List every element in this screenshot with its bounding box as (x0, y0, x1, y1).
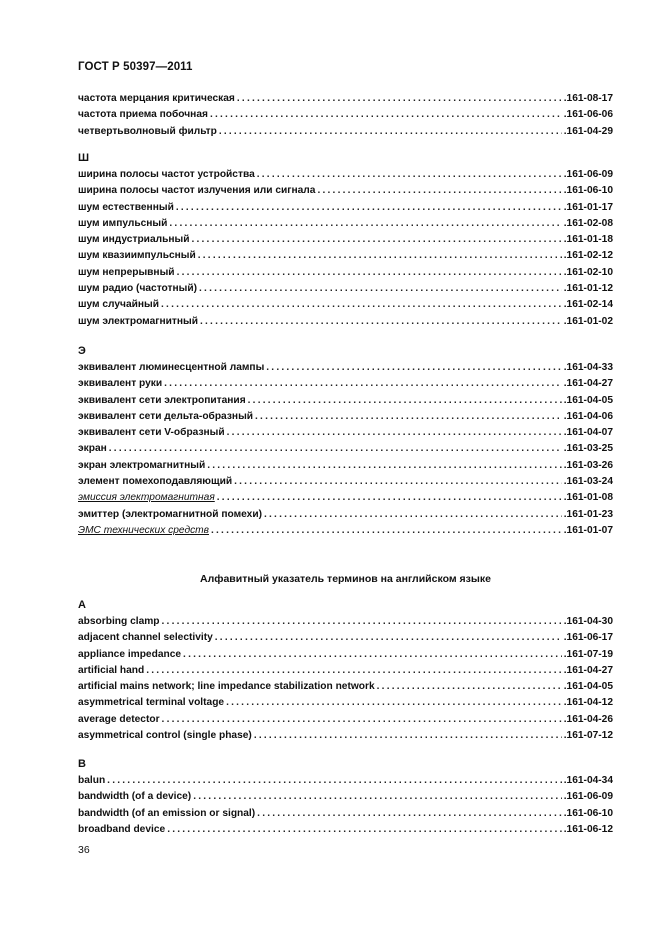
index-term: balun (78, 775, 106, 786)
index-term: эквивалент сети V-образный (78, 427, 225, 439)
index-entry (78, 490, 613, 506)
index-ref: .161-02-10 (563, 266, 613, 278)
index-entry (78, 663, 613, 679)
index-entry (78, 124, 613, 140)
index-term: bandwidth (of an emission or signal) (78, 807, 256, 819)
index-term: ширина полосы частот устройства (78, 169, 255, 180)
index-entry (78, 297, 613, 313)
index-entry (78, 474, 613, 490)
index-term: asymmetrical control (single phase) (78, 730, 252, 742)
index-term: эквивалент сети дельта-образный (78, 410, 254, 422)
index-ref: .161-04-12 (563, 697, 613, 709)
index-group-a (78, 596, 613, 744)
index-term: шум непрерывный (78, 266, 175, 278)
index-ref: .161-06-17 (563, 632, 613, 644)
leader-dots (193, 789, 562, 805)
leader-dots (207, 458, 562, 474)
page-number: 36 (78, 844, 90, 856)
index-ref: .161-04-33 (563, 362, 613, 373)
index-ref: .161-06-10 (563, 807, 613, 819)
index-entry (78, 695, 613, 711)
leader-dots (199, 281, 562, 297)
index-entry (78, 679, 613, 695)
leader-dots (237, 91, 562, 107)
index-ref: .161-01-08 (563, 492, 613, 504)
leader-dots (146, 663, 561, 679)
index-term: эмиттер (электромагнитной помехи) (78, 508, 262, 520)
index-group-ch (78, 91, 613, 140)
index-entry (78, 265, 613, 281)
group-letter: Э (78, 345, 86, 357)
leader-dots (107, 773, 562, 789)
index-ref: .161-01-12 (563, 283, 613, 295)
leader-dots (198, 248, 562, 264)
index-term: asymmetrical terminal voltage (78, 697, 225, 709)
index-term: эквивалент люминесцентной лампы (78, 362, 265, 373)
index-term: частота приема побочная (78, 109, 208, 121)
leader-dots (183, 647, 562, 663)
index-entry (78, 91, 613, 107)
leader-dots (176, 200, 562, 216)
index-ref: .161-03-25 (563, 443, 613, 455)
index-term: absorbing clamp (78, 616, 160, 627)
index-ref: .161-01-02 (563, 315, 613, 327)
leader-dots (177, 265, 562, 281)
index-entry (78, 200, 613, 216)
index-group-sh (78, 149, 613, 330)
leader-dots (211, 523, 562, 539)
index-ref: .161-04-07 (563, 427, 613, 439)
leader-dots (226, 695, 562, 711)
index-entry (78, 614, 613, 630)
index-term: экран электромагнитный (78, 459, 206, 471)
index-ref: .161-01-07 (563, 524, 613, 536)
index-term: ЭМС технических средств (78, 524, 209, 536)
index-entry (78, 425, 613, 441)
index-entry (78, 507, 613, 523)
index-ref: .161-06-06 (563, 109, 613, 121)
index-ref: .161-06-12 (563, 823, 613, 835)
index-ref: .161-03-26 (563, 459, 613, 471)
leader-dots (219, 124, 562, 140)
index-term: шум квазиимпульсный (78, 250, 196, 262)
index-ref: .161-06-09 (563, 169, 613, 180)
index-term: экран (78, 443, 107, 455)
index-entry (78, 647, 613, 663)
leader-dots (254, 728, 562, 744)
group-letter: B (78, 758, 86, 770)
leader-dots (227, 425, 562, 441)
index-ref: .161-04-30 (563, 616, 613, 627)
index-ref: .161-04-27 (563, 664, 613, 676)
index-term: шум электромагнитный (78, 315, 198, 327)
leader-dots (248, 393, 562, 409)
leader-dots (215, 630, 562, 646)
index-term: bandwidth (of a device) (78, 791, 192, 803)
leader-dots (217, 490, 562, 506)
index-ref: .161-04-29 (563, 125, 613, 137)
index-group-e (78, 342, 613, 539)
index-entry (78, 789, 613, 805)
index-entry (78, 806, 613, 822)
index-entry (78, 441, 613, 457)
index-term: шум импульсный (78, 217, 168, 229)
index-ref: .161-01-18 (563, 234, 613, 246)
index-ref: .161-04-05 (563, 394, 613, 406)
leader-dots (167, 822, 562, 838)
index-ref: .161-04-05 (563, 681, 613, 693)
index-entry (78, 630, 613, 646)
index-term: adjacent channel selectivity (78, 632, 213, 644)
index-ref: .161-02-14 (563, 299, 613, 311)
index-term: эмиссия электромагнитная (78, 492, 215, 504)
index-term: artificial hand (78, 664, 145, 676)
english-index-title: Алфавитный указатель терминов на английском языке (200, 573, 491, 585)
index-entry (78, 360, 613, 376)
index-entry (78, 773, 613, 789)
index-ref: .161-07-12 (563, 730, 613, 742)
index-ref: .161-04-06 (563, 410, 613, 422)
index-entry (78, 728, 613, 744)
index-entry (78, 216, 613, 232)
index-ref: .161-02-12 (563, 250, 613, 262)
leader-dots (234, 474, 562, 490)
leader-dots (109, 441, 562, 457)
index-term: appliance impedance (78, 648, 182, 660)
index-entry (78, 376, 613, 392)
index-term: artificial mains network; line impedance stabilization network (78, 681, 375, 693)
leader-dots (264, 507, 562, 523)
page-header: ГОСТ Р 50397—2011 (78, 61, 193, 73)
index-entry (78, 183, 613, 199)
index-entry (78, 822, 613, 838)
leader-dots (169, 216, 561, 232)
index-term: average detector (78, 713, 160, 725)
index-ref: .161-07-19 (563, 648, 613, 660)
index-ref: .161-01-23 (563, 508, 613, 520)
index-ref: .161-02-08 (563, 217, 613, 229)
index-term: шум радио (частотный) (78, 283, 198, 295)
index-entry (78, 107, 613, 123)
leader-dots (210, 107, 562, 123)
index-ref: .161-01-17 (563, 201, 613, 213)
index-entry (78, 523, 613, 539)
index-ref: .161-08-17 (563, 93, 613, 104)
index-entry (78, 314, 613, 330)
index-ref: .161-04-27 (563, 378, 613, 390)
index-entry (78, 409, 613, 425)
index-term: элемент помехоподавляющий (78, 476, 233, 488)
index-ref: .161-03-24 (563, 476, 613, 488)
index-term: шум индустриальный (78, 234, 190, 246)
index-term: четвертьволновый фильтр (78, 125, 217, 137)
leader-dots (191, 232, 561, 248)
leader-dots (255, 409, 562, 425)
leader-dots (200, 314, 562, 330)
index-group-b (78, 755, 613, 838)
index-ref: .161-04-34 (563, 775, 613, 786)
index-entry (78, 248, 613, 264)
index-term: ширина полосы частот излучения или сигнала (78, 185, 316, 197)
index-term: broadband device (78, 823, 166, 835)
leader-dots (317, 183, 561, 199)
leader-dots (161, 297, 562, 313)
index-entry (78, 458, 613, 474)
leader-dots (257, 167, 562, 183)
leader-dots (257, 806, 562, 822)
index-term: шум естественный (78, 201, 174, 213)
index-entry (78, 167, 613, 183)
index-entry (78, 281, 613, 297)
index-term: шум случайный (78, 299, 160, 311)
index-entry (78, 232, 613, 248)
leader-dots (377, 679, 562, 695)
leader-dots (162, 712, 562, 728)
index-term: эквивалент сети электропитания (78, 394, 246, 406)
index-entry (78, 393, 613, 409)
group-letter: A (78, 599, 86, 611)
index-ref: .161-06-09 (563, 791, 613, 803)
index-term: частота мерцания критическая (78, 93, 235, 104)
group-letter: Ш (78, 152, 90, 164)
leader-dots (266, 360, 561, 376)
leader-dots (164, 376, 562, 392)
leader-dots (162, 614, 562, 630)
index-ref: .161-04-26 (563, 713, 613, 725)
index-ref: .161-06-10 (563, 185, 613, 197)
index-term: эквивалент руки (78, 378, 163, 390)
index-entry (78, 712, 613, 728)
